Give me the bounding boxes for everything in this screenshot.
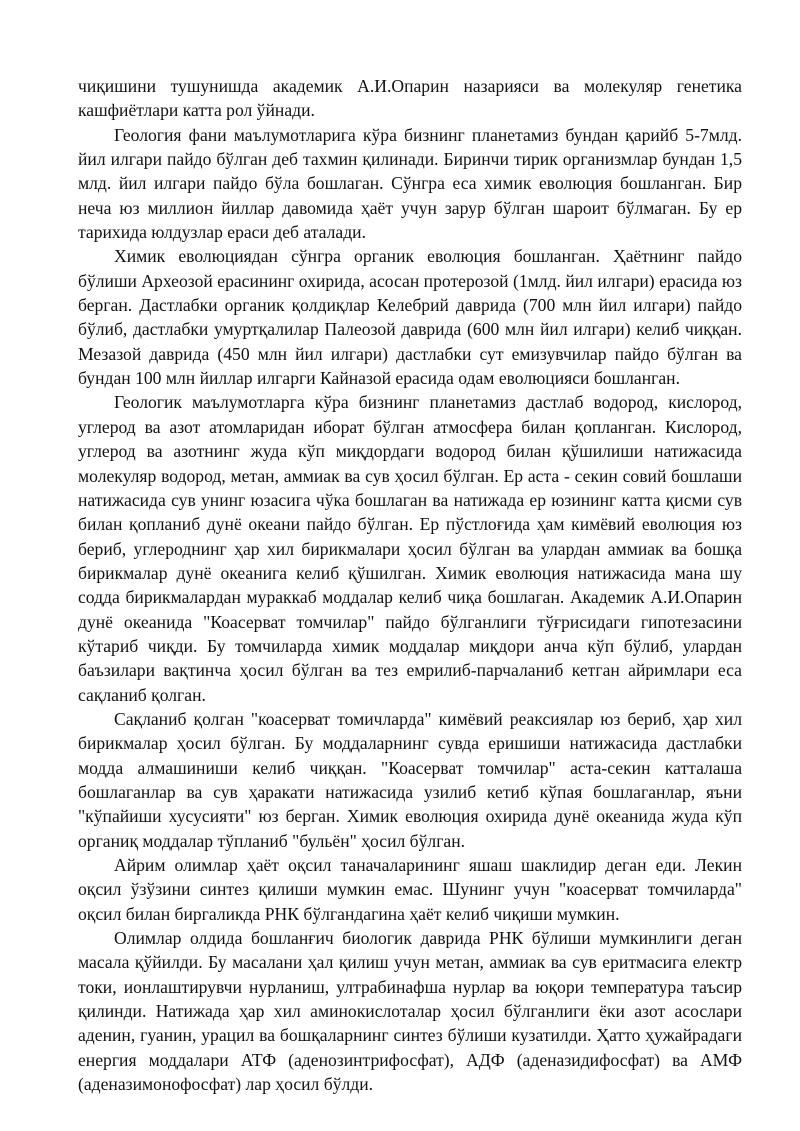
paragraph-coacervate-reactions: Сақланиб қолган "коасерват томичларда" кимёвий реаксиялар юз бериб, ҳар хил бирикмалар ҳосил бўлган. Бу моддаларнинг сувда еришиши натижасида дастлабки модда алмашиниши келиб чиққан. "Коасерват томчилар" аста-секин катталаша бошлаганлар ва сув ҳаракати натижасида узилиб кетиб кўпая бошлаганлар, яъни "кўпайиши хусусияти" юз берган. Химик еволюция охирида дунё океанида жуда кўп органиқ моддалар тўпланиб "бульён" ҳосил бўлган. bbox=[78, 708, 742, 851]
paragraph-geology-age: Геология фани маълумотларига кўра бизнинг планетамиз бундан қарийб 5-7млд. йил илгари пайдо бўлган деб тахмин қилинади. Биринчи тирик организмлар бундан 1,5 млд. йил илгари пайдо бўла бошлаган. Сўнгра еса химик еволюция бошланган. Бир неча юз миллион йиллар давомида ҳаёт учун зарур бўлган шароит бўлмаган. Бу ер тарихида юлдузлар ераси деб аталади. bbox=[78, 124, 742, 243]
document-page bbox=[78, 74, 742, 1096]
paragraph-atmosphere-ocean: Геологик маълумотларга кўра бизнинг планетамиз дастлаб водород, кислород, углерод ва азот атомларидан иборат бўлган атмосфера билан қопланган. Кислород, углерод ва азотнинг жуда кўп миқдордаги водород билан қўшилиши натижасида молекуляр водород, метан, аммиак ва сув ҳосил бўлган. Ер аста - секин совий бошлаши натижасида сув унинг юзасига чўка бошлаган ва натижада ер юзининг катта қисми сув билан қопланиб дунё океани пайдо бўлган. Ер пўстлоғида ҳам кимёвий еволюция юз бериб, углероднинг ҳар хил бирикмалари ҳосил бўлган ва улардан аммиак ва бошқа бирикмалар дунё океанига келиб қўшилган. Химик еволюция натижасида мана шу содда бирикмалардан мураккаб моддалар келиб чиқа бошлаган. Академик А.И.Опарин дунё океанида "Коасерват томчилар" пайдо бўлганлиги тўғрисидаги гипотезасини кўтариб чиқди. Бу томчиларда химик моддалар миқдори анча кўп бўлиб, улардан баъзилари вақтинча ҳосил бўлган ва тез емрилиб-парчаланиб кетган айримлари еса сақланиб қолган. bbox=[78, 392, 742, 705]
paragraph-rna-experiments: Олимлар олдида бошланғич биологик даврида РНК бўлиши мумкинлиги деган масала қўйилди. Бу масалани ҳал қилиш учун метан, аммиак ва сув еритмасига електр токи, ионлаштирувчи нурланиш, ултрабинафша нурлар ва юқори температура таъсир қилинди. Натижада ҳар хил аминокислоталар ҳосил бўлганлиги ёки азот асослари аденин, гуанин, урацил ва бошқаларнинг синтез бўлиши кузатилди. Ҳатто ҳужайрадаги енергия моддалари АТФ (аденозинтрифосфат), АДФ (аденазидифосфат) ва АМФ (аденазимонофосфат) лар ҳосил бўлди. bbox=[78, 928, 742, 1095]
paragraph-protein-rna: Айрим олимлар ҳаёт оқсил таначаларининг яшаш шаклидир деган еди. Лекин оқсил ўзўзини синтез қилиши мумкин емас. Шунинг учун "коасерват томчиларда" оқсил билан биргаликда РНК бўлгандагина ҳаёт келиб чиқиши мумкин. bbox=[78, 855, 742, 924]
paragraph-organic-evolution: Химик еволюциядан сўнгра органик еволюция бошланган. Ҳаётнинг пайдо бўлиши Археозой ерасининг охирида, асосан протерозой (1млд. йил илгари) ерасида юз берган. Дастлабки органик қолдиқлар Келебрий даврида (700 млн йил илгари) пайдо бўлиб, дастлабки умуртқалилар Палеозой даврида (600 млн йил илгари) келиб чиққан. Мезазой даврида (450 млн йил илгари) дастлабки сут емизувчилар пайдо бўлган ва бундан 100 млн йиллар илгарги Кайназой ерасида одам еволюцияси бошланган. bbox=[78, 246, 742, 389]
paragraph-continuation: чиқишини тушунишда академик А.И.Опарин назарияси ва молекуляр генетика кашфиётлари катта рол ўйнади. bbox=[78, 76, 742, 121]
